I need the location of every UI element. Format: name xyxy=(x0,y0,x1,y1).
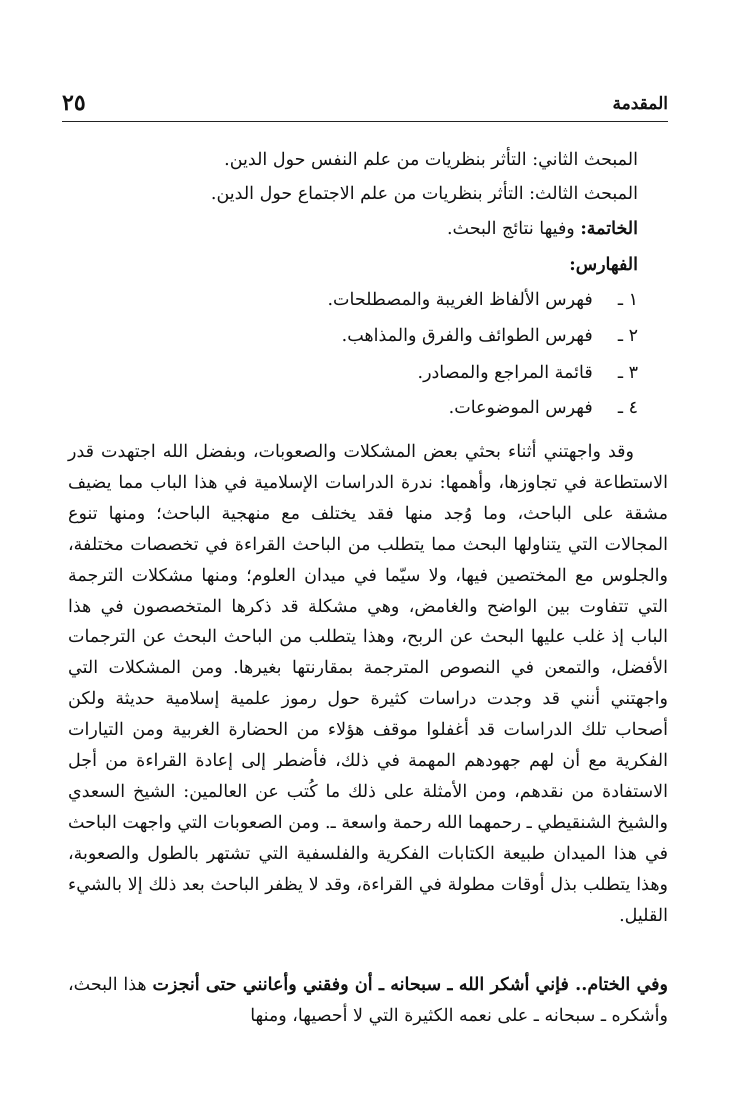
index-item-3 xyxy=(418,365,639,383)
index-item-1 xyxy=(327,292,638,310)
closing-lead: وفي الختام.. فإني أشكر الله ـ سبحانه ـ أن وفقني وأعانني حتى أنجزت xyxy=(152,975,668,995)
index-number: ٤ ـ xyxy=(617,398,638,418)
outline-chapter-2: المبحث الثاني: التأثر بنظريات من علم النفس حول الدين. xyxy=(224,150,638,170)
header-divider xyxy=(62,121,668,122)
running-header xyxy=(62,88,668,120)
conclusion-label: الخاتمة: xyxy=(580,219,638,239)
index-number: ١ ـ xyxy=(617,290,638,310)
index-text: فهرس الألفاظ الغريبة والمصطلحات. xyxy=(327,290,593,310)
section-title: المقدمة xyxy=(612,94,668,114)
index-item-2 xyxy=(342,328,638,346)
conclusion-text: وفيها نتائج البحث. xyxy=(446,219,575,239)
outline-conclusion xyxy=(447,221,638,239)
index-text: قائمة المراجع والمصادر. xyxy=(417,363,593,383)
body-paragraph-2 xyxy=(68,970,668,1032)
index-number: ٣ ـ xyxy=(617,363,638,383)
body-paragraph-1: وقد واجهتني أثناء بحثي بعض المشكلات والصعوبات، وبفضل الله اجتهدت قدر الاستطاعة في تجاوزها، وأهمها: ندرة الدراسات الإسلامية في هذا الباب مما يضيف مشقة على الباحث، وما وُجد منها فقد يختلف مع منهجية الباحث؛ ومنها تنوع المجالات التي يتناولها البحث مما يتطلب من الباحث القراءة في تخصصات مختلفة، والجلوس مع المختصين فيها، ولا سيّما في ميدان العلوم؛ ومنها مشكلات الترجمة التي تتفاوت بين الواضح والغامض، وهي مشكلة قد ذكرها المتخصصون في هذا الباب إذ غلب عليها البحث عن الربح، وهذا يتطلب من الباحث البحث عن الترجمات الأفضل، والتمعن في النصوص المترجمة بمقارنتها بغيرها. ومن المشكلات التي واجهتني أنني قد وجدت دراسات كثيرة حول رموز علمية إسلامية حديثة ولكن أصحاب تلك الدراسات قد أغفلوا موقف هؤلاء من الحضارة الغربية ومن التيارات الفكرية مع أن لهم جهودهم المهمة في ذلك، فأضطر إلى إعادة القراءة من أجل الاستفادة من نقدهم، ومن الأمثلة على ذلك ما كُتب عن العالمين: الشيخ السعدي والشيخ الشنقيطي ـ رحمهما الله رحمة واسعة ـ. ومن الصعوبات التي واجهت الباحث في هذا الميدان طبيعة الكتابات الفكرية والفلسفية التي تشتهر بالطول والصعوبة، وهذا يتطلب بذل أوقات مطولة في القراءة، وقد لا يظفر الباحث بعد ذلك إلا بالشيء القليل. xyxy=(68,442,668,926)
index-text: فهرس الموضوعات. xyxy=(448,398,593,418)
index-item-4 xyxy=(449,400,638,418)
page-number: ٢٥ xyxy=(62,90,86,116)
outline-chapter-3: المبحث الثالث: التأثر بنظريات من علم الاجتماع حول الدين. xyxy=(210,184,638,204)
closing-text: هذا البحث، وأشكره ـ سبحانه ـ على نعمه الكثيرة التي لا أحصيها، ومنها xyxy=(68,975,668,1026)
indexes-label: الفهارس: xyxy=(569,255,638,275)
index-number: ٢ ـ xyxy=(617,326,638,346)
index-text: فهرس الطوائف والفرق والمذاهب. xyxy=(341,326,593,346)
